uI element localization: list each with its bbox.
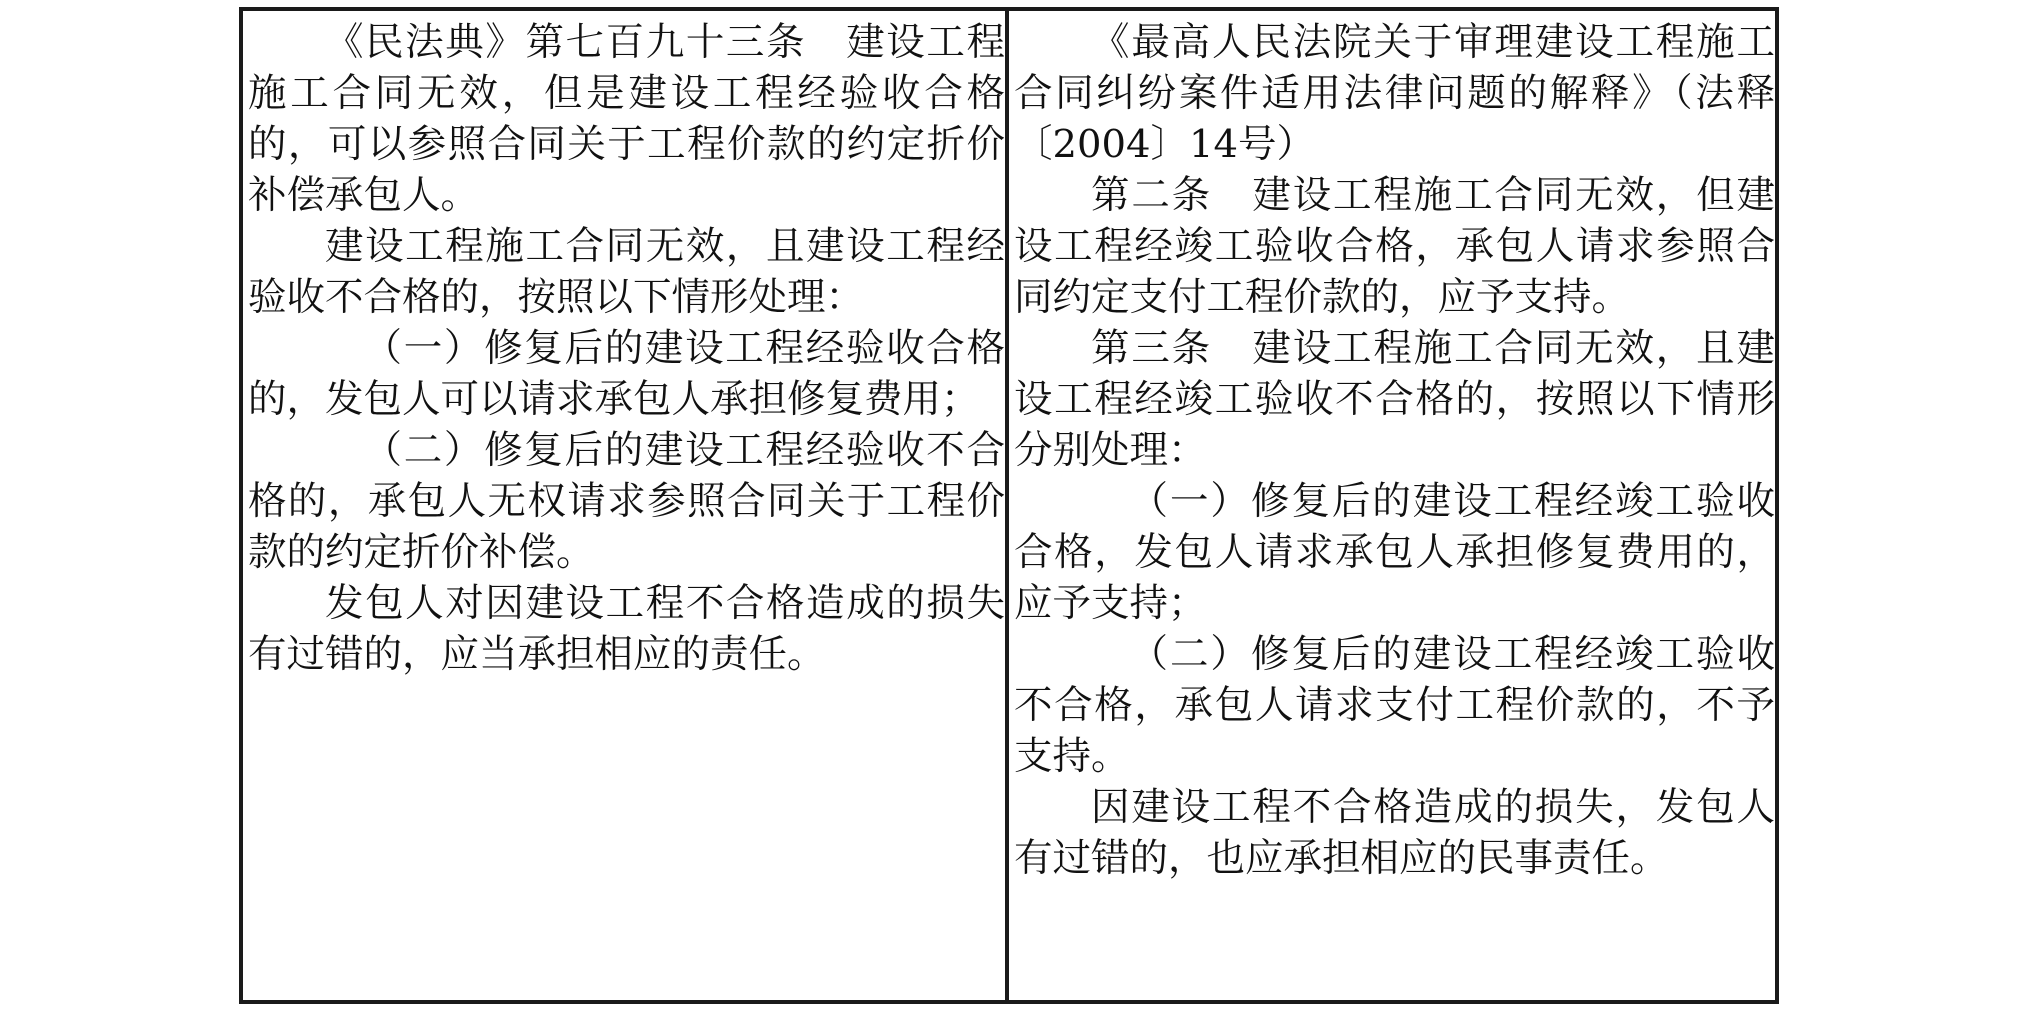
liability-paragraph: 发包人对因建设工程不合格造成的损失有过错的，应当承担相应的责任。 bbox=[248, 581, 1005, 677]
civil-code-column bbox=[243, 11, 1009, 1000]
civil-code-article-793: 《民法典》第七百九十三条 建设工程施工合同无效，但是建设工程经验收合格的，可以参照合同关于工程价款的约定折价补偿承包人。 bbox=[248, 20, 1005, 218]
clause-two: （二）修复后的建设工程经验收不合格的，承包人无权请求参照合同关于工程价款的约定折价补偿。 bbox=[248, 428, 1005, 575]
article-three-clause-one: （一）修复后的建设工程经竣工验收合格，发包人请求承包人承担修复费用的，应予支持； bbox=[1014, 479, 1775, 626]
article-three-clause-two: （二）修复后的建设工程经竣工验收不合格，承包人请求支付工程价款的，不予支持。 bbox=[1014, 632, 1775, 779]
article-three: 第三条 建设工程施工合同无效，且建设工程经竣工验收不合格的，按照以下情形分别处理： bbox=[1014, 326, 1775, 473]
article-two: 第二条 建设工程施工合同无效，但建设工程经竣工验收合格，承包人请求参照合同约定支付工程价款的，应予支持。 bbox=[1014, 173, 1775, 320]
comparison-table bbox=[239, 7, 1779, 1004]
clause-one: （一）修复后的建设工程经验收合格的，发包人可以请求承包人承担修复费用； bbox=[248, 326, 1005, 422]
interpretation-title: 《最高人民法院关于审理建设工程施工合同纠纷案件适用法律问题的解释》（法释〔2004〕14号） bbox=[1014, 20, 1775, 167]
liability-paragraph-right: 因建设工程不合格造成的损失，发包人有过错的，也应承担相应的民事责任。 bbox=[1014, 785, 1775, 881]
unqualified-handling-intro: 建设工程施工合同无效，且建设工程经验收不合格的，按照以下情形处理： bbox=[248, 224, 1005, 320]
judicial-interpretation-column bbox=[1009, 11, 1775, 1000]
